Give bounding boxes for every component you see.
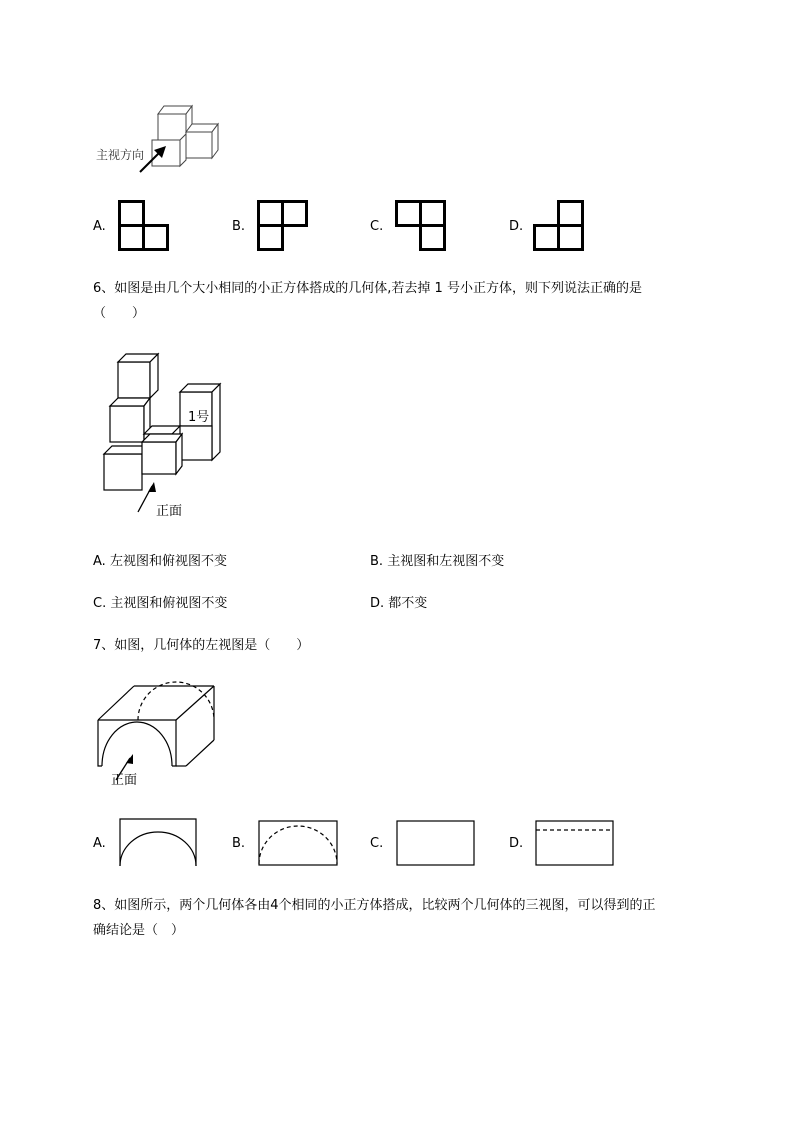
q6-cube-1-label: 1号 [188,410,210,425]
q5-option-d-letter[interactable]: D. [509,219,524,234]
q7-option-c-letter[interactable]: C. [370,836,384,851]
q7-option-b-shape [258,820,340,866]
q6-option-b[interactable] [370,550,504,569]
q5-option-b-letter[interactable]: B. [232,219,246,234]
q6-cube-figure [100,350,230,520]
q7-option-d-shape [535,820,615,866]
q5-option-d-shape [533,200,585,252]
q5-direction-label: 主视方向 [96,148,145,162]
q6-option-c-letter: C. [93,596,107,611]
q5-option-c-shape [395,200,447,252]
q6-option-b-text: 主视图和左视图不变 [387,554,505,569]
q6-option-a-letter: A. [93,554,106,569]
q6-option-b-letter: B. [370,554,384,569]
q5-cube-figure [90,100,230,180]
q6-option-a-text: 左视图和俯视图不变 [109,554,227,569]
q6-option-c-text: 主视图和俯视图不变 [110,596,228,611]
q6-front-label: 正面 [156,504,183,519]
q5-option-a-shape [118,200,170,252]
q5-option-b-shape [257,200,309,252]
q6-option-a[interactable] [93,550,227,569]
q6-option-c[interactable] [93,592,227,611]
q7-option-a-letter[interactable]: A. [93,836,106,851]
q8-question-line2: 确结论是（ ） [93,923,185,938]
q5-option-c-letter[interactable]: C. [370,219,384,234]
q7-option-a-shape [119,818,199,868]
q6-option-d-text: 都不变 [388,596,428,611]
q7-option-b-letter[interactable]: B. [232,836,246,851]
q5-option-a-letter[interactable]: A. [93,219,106,234]
q7-question-line1: 7、如图，几何体的左视图是（ ） [93,638,310,653]
q6-question-line2: （ ） [93,306,146,321]
q6-question-line1: 6、如图是由几个大小相同的小正方体搭成的几何体,若去掉 1 号小正方体，则下列说法正确的是 [93,281,642,296]
q8-question-line1: 8、如图所示，两个几何体各由4个相同的小正方体搭成，比较两个几何体的三视图，可以得到的正 [93,898,656,913]
q7-front-label: 正面 [111,773,138,788]
q6-option-d[interactable] [370,592,427,611]
q6-option-d-letter: D. [370,596,385,611]
q7-option-c-shape [396,820,476,866]
q7-option-d-letter[interactable]: D. [509,836,524,851]
